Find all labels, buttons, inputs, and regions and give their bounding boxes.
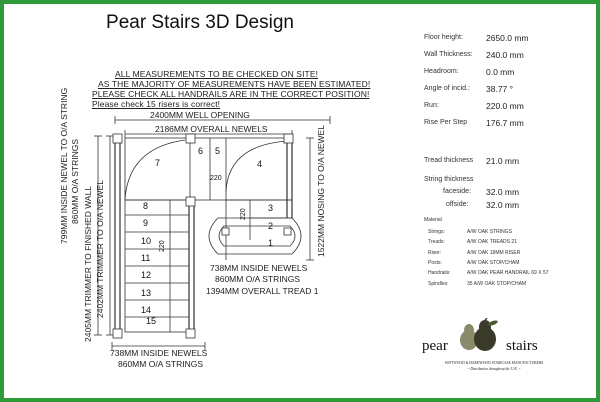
tread-11: 11 <box>141 253 151 263</box>
tread-3: 3 <box>268 203 274 213</box>
dim-oa-strings-left: 860MM O/A STRINGS <box>70 138 80 224</box>
string-thickness-label: String thickness <box>424 176 474 183</box>
material-posts-value: A/W OAK STOP/CHAM <box>467 260 520 266</box>
spec-angle-label: Angle of incid.: <box>424 85 470 92</box>
spec-run-label: Run: <box>424 102 439 109</box>
tread-10: 10 <box>141 236 152 246</box>
spec-headroom-label: Headroom: <box>424 68 459 75</box>
material-handrails-value: A/W OAK PEAR HANDRAIL 69 X 57 <box>467 270 549 276</box>
tread-7: 7 <box>155 158 161 168</box>
tread-2: 2 <box>268 221 274 231</box>
tread-15: 15 <box>146 316 157 326</box>
dim-220-right: 220 <box>240 208 247 220</box>
material-treads-value: A/W OAK TREADS 21 <box>467 239 517 245</box>
spec-angle-value: 38.77 ° <box>486 84 514 94</box>
tread-13: 13 <box>141 288 152 298</box>
tread-1: 1 <box>268 238 274 248</box>
dim-oa-strings-right: 860MM O/A STRINGS <box>215 274 301 284</box>
page-title: Pear Stairs 3D Design <box>106 12 294 33</box>
material-treads-label: Treads: <box>428 239 445 245</box>
string-offside-label: offside: <box>446 201 469 208</box>
dim-oa-strings-bottom: 860MM O/A STRINGS <box>118 359 204 369</box>
spec-run-value: 220.0 mm <box>486 101 524 111</box>
dim-nosing-oa-newel: 1522MM NOSING TO O/A NEWEL <box>316 125 326 257</box>
string-faceside-label: faceside: <box>443 188 472 195</box>
logo-tagline-1: SOFTWOOD & HARDWOOD STAIRCASE MANUFACTURERS <box>444 361 544 365</box>
spec-floor-height-value: 2650.0 mm <box>486 33 529 43</box>
tread-thickness-value: 21.0 mm <box>486 156 520 166</box>
material-strings-value: A/W OAK STRINGS <box>467 229 513 235</box>
logo-word-stairs: stairs <box>506 338 538 354</box>
material-spindles-label: Spindles: <box>428 281 449 287</box>
logo-word-pear: pear <box>422 338 448 354</box>
tread-thickness-label: Tread thickness <box>424 157 474 164</box>
tread-14: 14 <box>141 305 152 315</box>
dim-inside-newels-right: 738MM INSIDE NEWELS <box>210 263 308 273</box>
tread-5: 5 <box>215 146 221 156</box>
material-spindles-value: 35 A/W OAK STOP/CHAM <box>467 281 527 287</box>
spec-headroom-value: 0.0 mm <box>486 67 515 77</box>
logo-tagline-2: ~ Distribution throughout the U.K. ~ <box>467 367 521 371</box>
dim-inside-newel-left: 799MM INSIDE NEWEL TO O/A STRING <box>59 87 69 244</box>
material-handrails-label: Handrails: <box>428 270 451 276</box>
note-estimated: AS THE MAJORITY OF MEASUREMENTS HAVE BEEN ESTIMATED! <box>98 79 371 89</box>
pear-logo-icon <box>455 318 505 352</box>
dim-inside-newels-bottom: 738MM INSIDE NEWELS <box>110 348 208 358</box>
dim-trimmer-oa-newel: 2402MM TRIMMER TO O/A NEWEL <box>95 180 105 318</box>
dim-220-left: 220 <box>159 240 166 252</box>
string-faceside-value: 32.0 mm <box>486 187 520 197</box>
material-heading: Material <box>424 217 442 223</box>
spec-rise-label: Rise Per Step <box>424 119 468 126</box>
spec-wall-thickness-label: Wall Thickness: <box>424 51 473 58</box>
note-risers: Please check 15 risers is correct! <box>92 99 221 109</box>
string-offside-value: 32.0 mm <box>486 200 520 210</box>
tread-12: 12 <box>141 270 152 280</box>
dim-overall-newels: 2186MM OVERALL NEWELS <box>155 124 268 134</box>
tread-4: 4 <box>257 159 263 169</box>
tread-8: 8 <box>143 201 149 211</box>
dim-220-top: 220 <box>210 175 222 182</box>
spec-wall-thickness-value: 240.0 mm <box>486 50 524 60</box>
material-riser-value: A/W OAK 18MM RISER <box>467 250 521 256</box>
material-posts-label: Posts: <box>428 260 442 266</box>
dim-overall-tread-1: 1394MM OVERALL TREAD 1 <box>206 286 319 296</box>
material-riser-label: Riser: <box>428 250 442 256</box>
material-strings-label: Strings: <box>428 229 445 235</box>
tread-6: 6 <box>198 146 204 156</box>
dim-well-opening: 2400MM WELL OPENING <box>150 110 250 120</box>
note-handrails: PLEASE CHECK ALL HANDRAILS ARE IN THE CORRECT POSITION! <box>92 89 370 99</box>
tread-9: 9 <box>143 218 149 228</box>
dim-trimmer-finished-wall: 2405MM TRIMMER TO FINISHED WALL <box>83 185 93 342</box>
spec-rise-value: 176.7 mm <box>486 118 524 128</box>
note-check-on-site: ALL MEASUREMENTS TO BE CHECKED ON SITE! <box>115 69 319 79</box>
spec-floor-height-label: Floor height: <box>424 34 463 41</box>
